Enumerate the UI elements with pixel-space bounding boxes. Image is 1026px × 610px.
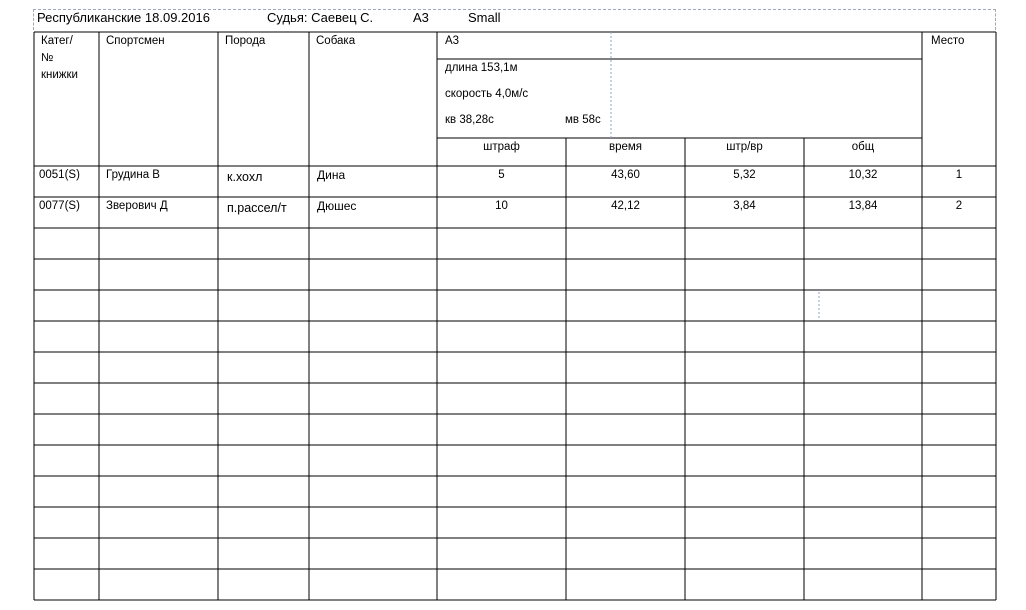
row-athlete: Зверович Д bbox=[106, 200, 168, 212]
time-penalty-header: штр/вр bbox=[726, 141, 763, 153]
course-kv: кв 38,28с bbox=[445, 114, 494, 126]
size-label: Small bbox=[468, 10, 501, 25]
course-speed: скорость 4,0м/с bbox=[445, 88, 529, 100]
row-time-penalty: 5,32 bbox=[733, 169, 756, 181]
row-category: 0077(S) bbox=[39, 200, 80, 212]
row-dog: Дина bbox=[317, 168, 346, 182]
row-athlete: Грудина В bbox=[106, 169, 160, 181]
row-time-penalty: 3,84 bbox=[733, 200, 756, 212]
row-category: 0051(S) bbox=[39, 169, 80, 181]
time-header: время bbox=[608, 141, 643, 153]
course-mv: мв 58с bbox=[565, 114, 601, 126]
category-header-line3: книжки bbox=[41, 69, 78, 81]
category-header bbox=[41, 33, 78, 84]
athlete-header: Спортсмен bbox=[106, 35, 165, 47]
event-title: Республиканские 18.09.2016 bbox=[37, 10, 210, 25]
row-breed: п.рассел/т bbox=[227, 201, 287, 215]
category-header-line2: № bbox=[41, 52, 54, 64]
course-header: А3 bbox=[445, 35, 460, 47]
judge-name: Судья: Саевец С. bbox=[267, 10, 374, 25]
penalty-header: штраф bbox=[483, 141, 520, 153]
course-length: длина 153,1м bbox=[445, 62, 518, 74]
row-breed: к.хохл bbox=[227, 170, 263, 184]
row-place: 1 bbox=[955, 169, 963, 181]
dog-header: Собака bbox=[316, 35, 356, 47]
row-total: 13,84 bbox=[848, 200, 878, 212]
row-penalty: 5 bbox=[498, 169, 505, 181]
row-time: 42,12 bbox=[611, 200, 640, 212]
total-header: общ bbox=[851, 141, 875, 153]
place-header: Место bbox=[931, 35, 965, 47]
row-dog: Дюшес bbox=[317, 199, 357, 213]
breed-header: Порода bbox=[225, 35, 266, 47]
row-place: 2 bbox=[955, 200, 963, 212]
class-label: А3 bbox=[413, 10, 429, 25]
category-header-line1: Катег/ bbox=[41, 35, 73, 47]
row-penalty: 10 bbox=[495, 200, 508, 212]
row-time: 43,60 bbox=[611, 169, 640, 181]
row-total: 10,32 bbox=[848, 169, 878, 181]
